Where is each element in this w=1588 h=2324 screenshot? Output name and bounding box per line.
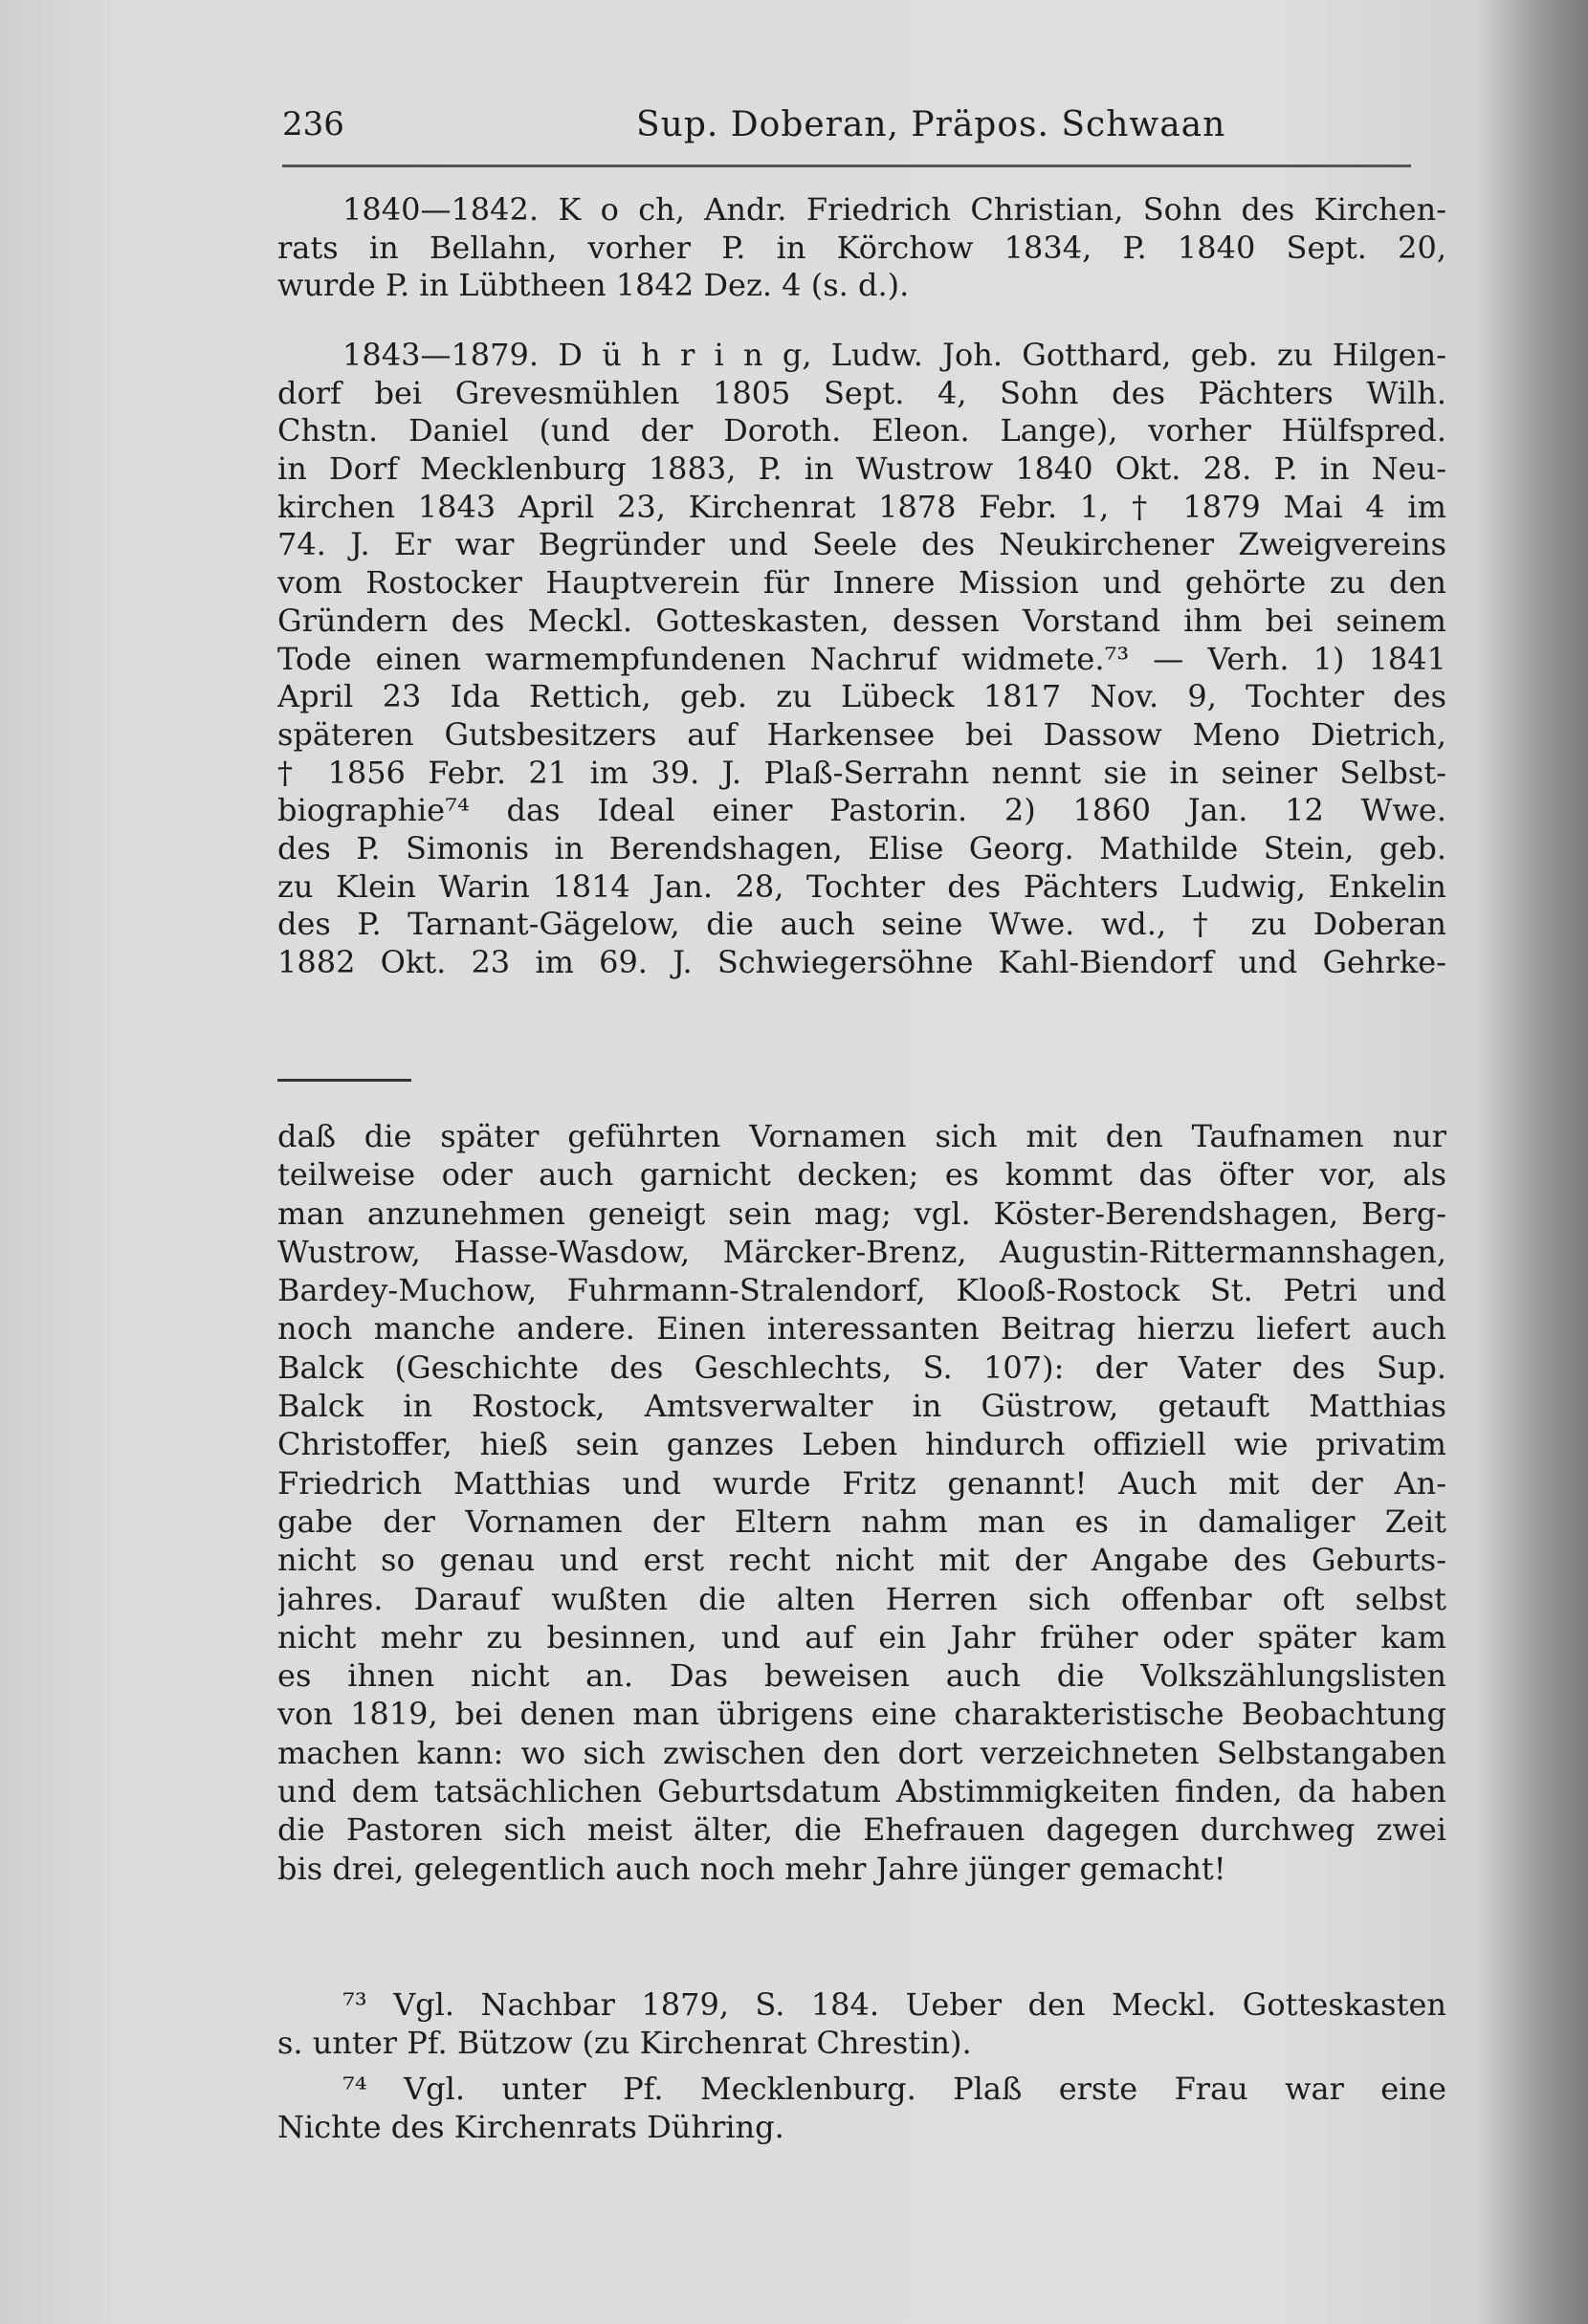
text-line: Gründern des Meckl. Gotteskasten, dessen Vorstand ihm bei seinem [277,602,1446,639]
entry-koch [277,191,1446,305]
text-line: späteren Gutsbesitzers auf Harkensee bei Dassow Meno Dietrich, [277,715,1446,753]
text-line: von 1819, bei denen man übrigens eine charakteristische Beobachtung [277,1696,1446,1733]
text-line: man anzunehmen geneigt sein mag; vgl. Köster-Berendshagen, Berg- [277,1195,1446,1232]
text-line: es ihnen nicht an. Das beweisen auch die Volkszählungslisten [277,1657,1446,1695]
text-line: 1843—1879. D ü h r i n g, Ludw. Joh. Gotthard, geb. zu Hilgen- [342,337,1446,373]
text-line: Bardey-Muchow, Fuhrmann-Stralendorf, Klooß-Rostock St. Petri und [277,1272,1446,1309]
text-line: dorf bei Grevesmühlen 1805 Sept. 4, Sohn des Pächters Wilh. [277,374,1446,411]
text-line: wurde P. in Lübtheen 1842 Dez. 4 (s. d.). [277,267,910,304]
entry-duehring [277,337,1446,982]
page-number: 236 [282,105,344,143]
text-line: rats in Bellahn, vorher P. in Körchow 1834, P. 1840 Sept. 20, [277,229,1446,266]
footnote-continuation [277,1117,1446,1888]
text-line: jahres. Darauf wußten die alten Herren sich offenbar oft selbst [277,1580,1446,1617]
text-line: nicht so genau und erst recht nicht mit der Angabe des Geburts- [277,1542,1446,1579]
text-line: 1882 Okt. 23 im 69. J. Schwiegersöhne Kahl-Biendorf und Gehrke- [277,944,1446,980]
text-line: noch manche andere. Einen interessanten Beitrag hierzu liefert auch [277,1310,1446,1348]
footnote-74 [277,2070,1446,2147]
text-line: 1840—1842. K o ch, Andr. Friedrich Christian, Sohn des Kirchen- [342,191,1446,228]
text-line: biographie⁷⁴ das Ideal einer Pastorin. 2) 1860 Jan. 12 Wwe. [277,792,1446,829]
text-line: in Dorf Mecklenburg 1883, P. in Wustrow 1840 Okt. 28. P. in Neu- [277,450,1446,488]
text-line: Friedrich Matthias und wurde Fritz genannt! Auch mit der An- [277,1464,1446,1502]
text-line: des P. Tarnant-Gägelow, die auch seine Wwe. wd., † zu Doberan [277,906,1446,943]
text-line: daß die später geführten Vornamen sich mit den Taufnamen nur [277,1118,1446,1154]
running-title: Sup. Doberan, Präpos. Schwaan [636,105,1226,144]
text-line: kirchen 1843 April 23, Kirchenrat 1878 Febr. 1, † 1879 Mai 4 im [277,488,1446,525]
text-line: und dem tatsächlichen Geburtsdatum Abstimmigkeiten finden, da haben [277,1773,1446,1810]
text-line: des P. Simonis in Berendshagen, Elise Georg. Mathilde Stein, geb. [277,829,1446,866]
text-line: vom Rostocker Hauptverein für Innere Mission und gehörte zu den [277,564,1446,602]
text-line: nicht mehr zu besinnen, und auf ein Jahr früher oder später kam [277,1618,1446,1655]
footnote-line: ⁷³ Vgl. Nachbar 1879, S. 184. Ueber den Meckl. Gotteskasten [342,1986,1446,2023]
text-line: gabe der Vornamen der Eltern nahm man es in damaliger Zeit [277,1502,1446,1540]
text-line: zu Klein Warin 1814 Jan. 28, Tochter des Pächters Ludwig, Enkelin [277,867,1446,905]
header-rule [282,164,1411,167]
text-line: Balck in Rostock, Amtsverwalter in Güstrow, getauft Matthias [277,1388,1446,1425]
footnote-line: ⁷⁴ Vgl. unter Pf. Mecklenburg. Plaß erste Frau war eine [342,2071,1446,2107]
text-line: April 23 Ida Rettich, geb. zu Lübeck 1817 Nov. 9, Tochter des [277,678,1446,715]
text-line: die Pastoren sich meist älter, die Ehefrauen dagegen durchweg zwei [277,1811,1446,1849]
running-header [282,105,1239,153]
text-line: Christoffer, hieß sein ganzes Leben hindurch offiziell wie privatim [277,1426,1446,1463]
text-line: machen kann: wo sich zwischen den dort verzeichneten Selbstangaben [277,1734,1446,1771]
footnote-73 [277,1985,1446,2063]
footnote-line: Nichte des Kirchenrats Dühring. [277,2109,784,2146]
text-line: † 1856 Febr. 21 im 39. J. Plaß-Serrahn nennt sie in seiner Selbst- [277,754,1446,791]
text-line: Balck (Geschichte des Geschlechts, S. 107): der Vater des Sup. [277,1348,1446,1386]
text-line: Tode einen warmempfundenen Nachruf widmete.⁷³ — Verh. 1) 1841 [277,640,1446,677]
text-line: teilweise oder auch garnicht decken; es kommt das öfter vor, als [277,1156,1446,1194]
text-line: bis drei, gelegentlich auch noch mehr Jahre jünger gemacht! [277,1850,1226,1887]
text-line: 74. J. Er war Begründer und Seele des Neukirchener Zweigvereins [277,526,1446,563]
footnote-line: s. unter Pf. Bützow (zu Kirchenrat Chrestin). [277,2025,972,2062]
footnote-separator [277,1079,411,1082]
text-line: Chstn. Daniel (und der Doroth. Eleon. Lange), vorher Hülfspred. [277,412,1446,449]
text-line: Wustrow, Hasse-Wasdow, Märcker-Brenz, Augustin-Rittermannshagen, [277,1233,1446,1270]
